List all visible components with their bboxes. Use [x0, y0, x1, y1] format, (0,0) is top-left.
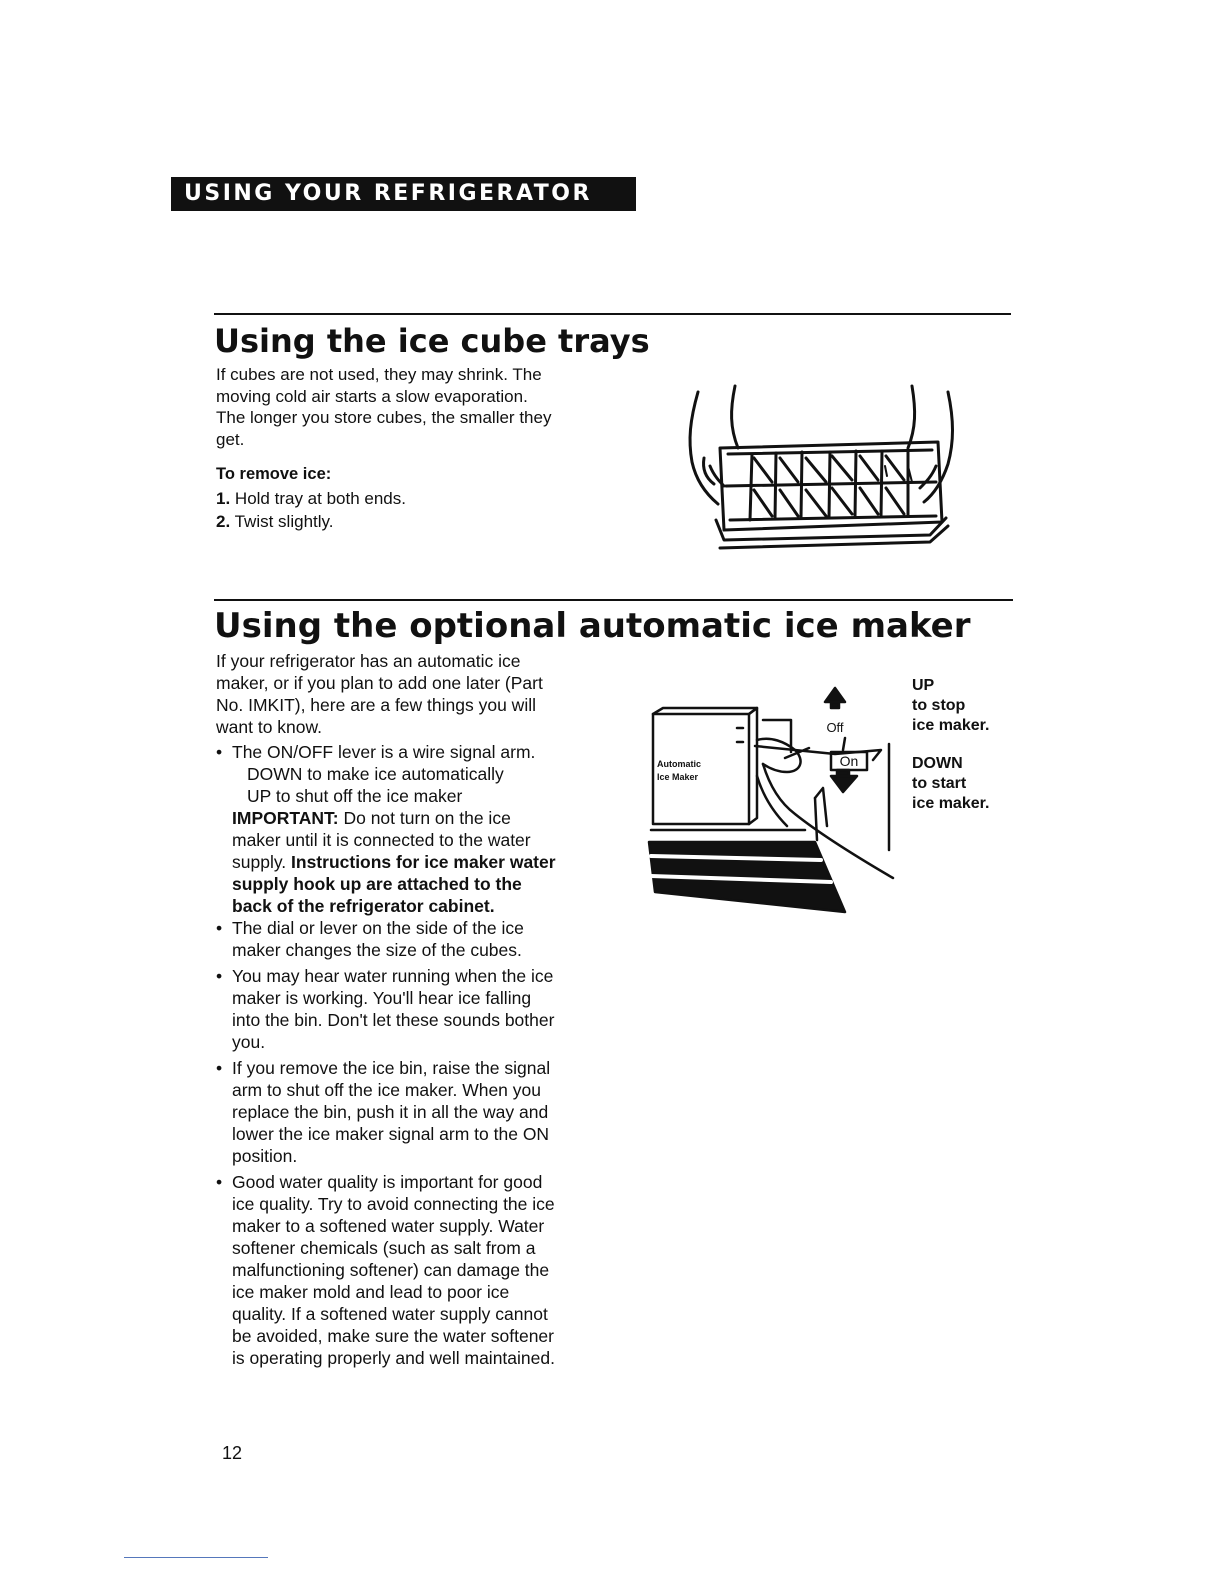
down-desc-line: ice maker. — [912, 795, 990, 812]
down-label: DOWN — [912, 755, 963, 772]
text-line: maker, or if you plan to add one later (Part — [216, 673, 543, 693]
ice-maker-content — [216, 650, 616, 1369]
up-label-group — [912, 676, 1022, 736]
down-desc-line: to start — [912, 775, 967, 792]
page-number: 12 — [222, 1443, 243, 1463]
text-line: be avoided, make sure the water softener — [232, 1326, 554, 1346]
text-line: quality. If a softened water supply cannot — [232, 1304, 548, 1324]
text-line: If your refrigerator has an automatic ice — [216, 651, 521, 671]
step-text: Twist slightly. — [234, 512, 334, 531]
section-banner: USING YOUR REFRIGERATOR — [171, 177, 636, 211]
text-line: If cubes are not used, they may shrink. The — [216, 365, 542, 384]
bullet-dot: • — [216, 1172, 223, 1192]
text-line: into the bin. Don't let these sounds bother — [232, 1010, 555, 1030]
text-line: The longer you store cubes, the smaller they — [216, 408, 552, 427]
important-text: supply. — [232, 852, 287, 872]
list-item — [216, 1171, 616, 1193]
bullet-dot: • — [216, 1058, 223, 1078]
remove-ice-heading: To remove ice: — [216, 465, 332, 483]
important-text: Do not turn on the ice — [338, 808, 511, 828]
section-title-ice-maker: Using the optional automatic ice maker — [214, 606, 971, 646]
text-line: get. — [216, 429, 245, 449]
step-item — [216, 487, 596, 510]
text-line: is operating properly and well maintained. — [232, 1348, 555, 1368]
down-instruction: DOWN to make ice automatically — [247, 764, 504, 784]
up-instruction: UP to shut off the ice maker — [247, 786, 463, 806]
step-number: 2. — [216, 512, 231, 531]
text-line: maker until it is connected to the water — [232, 830, 531, 850]
section-divider — [214, 313, 1011, 315]
up-label: UP — [912, 677, 935, 694]
bullet-dot: • — [216, 742, 223, 762]
section-title-ice-trays: Using the ice cube trays — [214, 322, 650, 360]
text-line: lower the ice maker signal arm to the ON — [232, 1124, 550, 1144]
text-line: you. — [232, 1032, 266, 1052]
text-line: arm to shut off the ice maker. When you — [232, 1080, 541, 1100]
important-label: IMPORTANT: — [232, 808, 339, 828]
text-line: moving cold air starts a slow evaporation. — [216, 386, 528, 406]
list-item — [216, 965, 616, 987]
text-line: softener chemicals (such as salt from a — [232, 1238, 536, 1258]
ice-tray-illustration — [680, 370, 970, 570]
bullet-text: If you remove the ice bin, raise the signal — [232, 1058, 551, 1078]
bullet-dot: • — [216, 918, 223, 938]
bullet-dot: • — [216, 966, 223, 986]
down-label-group — [912, 754, 1022, 814]
bullet-text: Good water quality is important for good — [232, 1172, 543, 1192]
off-label: Off — [826, 720, 844, 735]
remove-ice-steps — [216, 487, 596, 533]
box-label-line1: Automatic — [657, 759, 702, 769]
text-line: ice quality. Try to avoid connecting the ice — [232, 1194, 555, 1214]
text-line: maker is working. You'll hear ice falling — [232, 988, 532, 1008]
text-line: No. IMKIT), here are a few things you will — [216, 695, 536, 715]
list-item — [216, 741, 616, 763]
text-line: back of the refrigerator cabinet. — [232, 896, 495, 916]
list-item — [216, 1057, 616, 1079]
instructions-text: Instructions for ice maker water — [286, 852, 556, 872]
text-line: position. — [232, 1146, 298, 1166]
text-line — [216, 851, 616, 873]
list-item — [216, 917, 616, 939]
step-text: Hold tray at both ends. — [234, 489, 406, 508]
up-desc-line: to stop — [912, 697, 966, 714]
text-line: maker changes the size of the cubes. — [232, 940, 522, 960]
box-label-line2: Ice Maker — [657, 772, 699, 782]
text-line: ice maker mold and lead to poor ice — [232, 1282, 510, 1302]
text-line: maker to a softened water supply. Water — [232, 1216, 545, 1236]
footer-line — [124, 1557, 268, 1558]
section-divider — [214, 599, 1013, 601]
step-number: 1. — [216, 489, 231, 508]
ice-maker-illustration — [645, 680, 905, 915]
important-note — [216, 807, 616, 829]
ice-trays-intro — [216, 364, 616, 450]
up-desc-line: ice maker. — [912, 717, 990, 734]
on-label: On — [839, 753, 859, 769]
bullet-text: The dial or lever on the side of the ice — [232, 918, 524, 938]
text-line: malfunctioning softener) can damage the — [232, 1260, 550, 1280]
bullet-text: The ON/OFF lever is a wire signal arm. — [232, 742, 536, 762]
bullet-text: You may hear water running when the ice — [232, 966, 554, 986]
text-line: replace the bin, push it in all the way and — [232, 1102, 549, 1122]
text-line: supply hook up are attached to the — [232, 874, 522, 894]
step-item — [216, 510, 596, 533]
text-line: want to know. — [216, 717, 323, 737]
